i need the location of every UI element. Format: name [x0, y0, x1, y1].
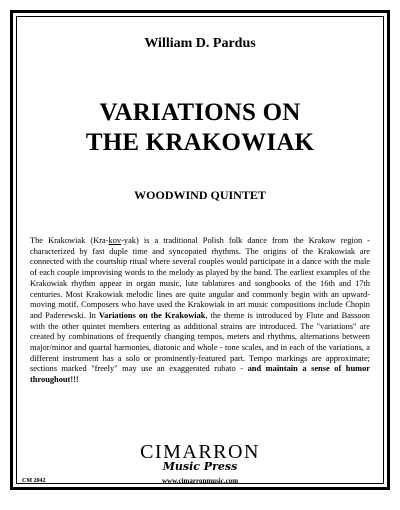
score-cover: [10, 10, 390, 490]
desc-part-2: -yak) is a traditional Polish folk dance from the Krakow region - characterized by fast duple time and syncopated rhythms. The origins of the Krakowiak are connected with the courtship ritual where several couples would participate in a dance with the male of each couple improvising words to the melody as played by the band. The earliest examples of the Krakowiak rhythm appear in organ music, lute tablatures and songbooks of the 16th and 17th centuries. Most Krakowiak melodic lines are quite angular and commonly begin with an upward-moving motif. Composers who have used the Krakowiak in art music compositions include Chopin and Paderewski. In: [30, 236, 370, 320]
publisher-subtitle: Music Press: [162, 460, 238, 473]
title-line-2: THE KRAKOWIAK: [85, 129, 315, 156]
desc-title-reference: Variations on the Krakowiak: [98, 310, 206, 320]
desc-part-3: , the theme is introduced by Flute and Bassoon with the other quintet members entering as additional strains are introduced. The "variations" are created by combinations of frequently changing tempos, meters and rhythms, alternations between major/minor and quartal harmonies, diatonic and whole - tone scales, and in each of the variations, a different instrument has a solo or prominently-featured part. Tempo markings are approximate; sections marked "freely" may use an exaggerated rubato -: [30, 310, 370, 374]
title-line-1: VARIATIONS ON: [99, 99, 301, 126]
desc-closing-note: and maintain a sense of humor throughout!!!: [30, 364, 370, 385]
desc-pronunciation-stress: kov: [108, 236, 122, 245]
publisher-logo: [10, 442, 390, 473]
desc-part-1: The Krakowiak (Kra-: [30, 236, 109, 245]
catalog-number: CM 2042: [22, 478, 46, 484]
publisher-website: www.cimarronmusic.com: [161, 477, 239, 485]
piece-title: [10, 98, 390, 158]
publisher-name: CIMARRON: [140, 441, 260, 463]
description-text: [30, 236, 370, 386]
composer-name: William D. Pardus: [144, 36, 256, 51]
instrumentation: WOODWIND QUINTET: [134, 188, 266, 202]
